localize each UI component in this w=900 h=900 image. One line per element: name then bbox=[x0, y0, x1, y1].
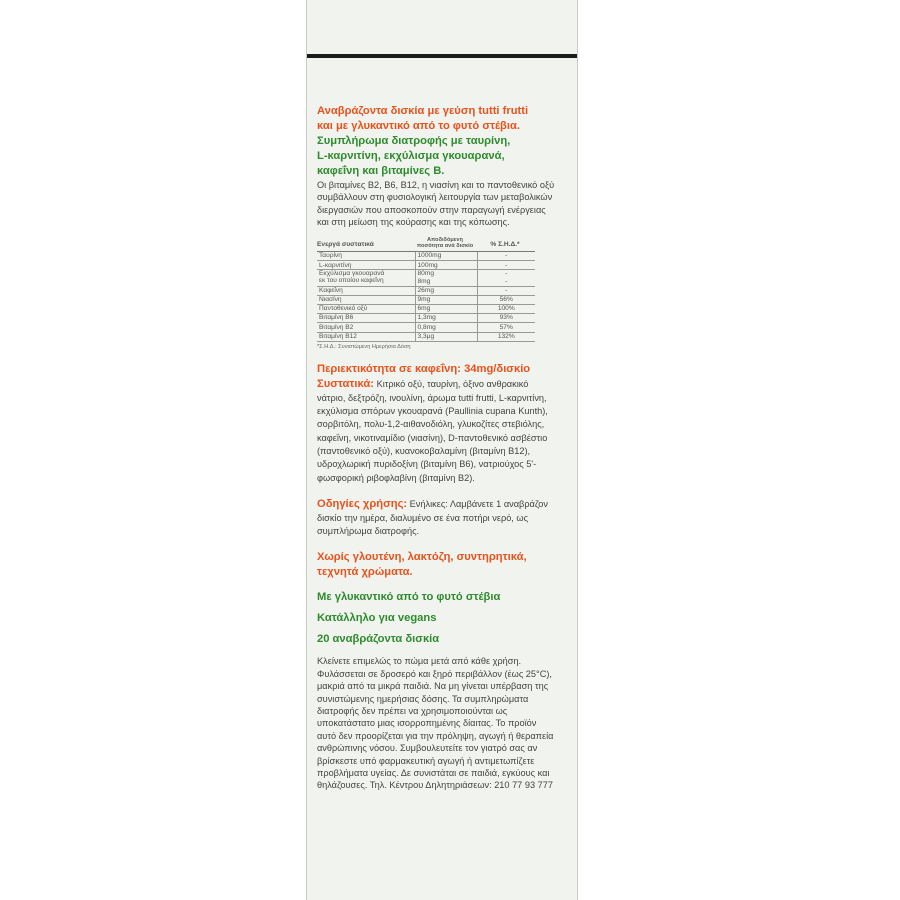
col-header-amount: Αποδιδόμενη ποσότητα ανά δισκίο bbox=[415, 237, 477, 252]
top-dark-stripe bbox=[307, 54, 577, 58]
table-row bbox=[317, 270, 535, 286]
usage-paragraph bbox=[317, 497, 557, 539]
row-amount: 100mg bbox=[415, 261, 477, 270]
row-amount-main: 80mg bbox=[417, 270, 434, 278]
caffeine-content: Περιεκτικότητα σε καφεΐνη: 34mg/δισκίο bbox=[317, 362, 531, 375]
row-pct-main: - bbox=[505, 270, 508, 278]
supplement-line-2: L-καρνιτίνη, εκχύλισμα γκουαρανά, bbox=[317, 150, 505, 162]
row-amount: 1000mg bbox=[415, 252, 477, 261]
row-pct: 93% bbox=[477, 314, 535, 323]
label-content bbox=[317, 104, 557, 792]
row-pct-sub: - bbox=[505, 278, 508, 285]
free-from-statement: Χωρίς γλουτένη, λακτόζη, συντηρητικά, τεχνητά χρώματα. bbox=[317, 551, 527, 579]
row-amount: 9mg bbox=[415, 295, 477, 304]
row-pct: - bbox=[477, 261, 535, 270]
ingredients-paragraph bbox=[317, 377, 557, 485]
table-row bbox=[317, 286, 535, 295]
row-name bbox=[317, 270, 415, 286]
table-footnote: *Σ.Η.Δ.: Συνιστώμενη Ημερήσια Δόση bbox=[317, 343, 411, 350]
row-name: Καφεΐνη bbox=[317, 286, 415, 295]
table-row bbox=[317, 314, 535, 323]
row-amount: 0,8mg bbox=[415, 323, 477, 332]
supplement-line-3: καφεΐνη και βιταμίνες Β. bbox=[317, 165, 445, 177]
row-name: Βιταμίνη Β12 bbox=[317, 332, 415, 341]
row-amount: 26mg bbox=[415, 286, 477, 295]
row-name: Ταυρίνη bbox=[317, 252, 415, 261]
row-name-main: Εκχύλισμα γκουαρανά bbox=[319, 270, 385, 278]
row-pct: 100% bbox=[477, 304, 535, 313]
row-amount bbox=[415, 270, 477, 286]
row-name: Νιασίνη bbox=[317, 295, 415, 304]
table-row bbox=[317, 304, 535, 313]
usage-label: Οδηγίες χρήσης: bbox=[317, 497, 408, 510]
vegans-statement: Κατάλληλο για vegans bbox=[317, 612, 437, 625]
row-pct: - bbox=[477, 286, 535, 295]
row-amount-sub: 8mg bbox=[417, 278, 431, 285]
stevia-statement: Με γλυκαντικό από το φυτό στέβια bbox=[317, 591, 501, 604]
table-row bbox=[317, 252, 535, 261]
table-row bbox=[317, 332, 535, 341]
row-name-sub: εκ του οποίου καφεΐνη bbox=[319, 277, 384, 284]
col-header-pct: % Σ.Η.Δ.* bbox=[477, 237, 535, 252]
row-name: L-καρνιτίνη bbox=[317, 261, 415, 270]
row-pct: - bbox=[477, 252, 535, 261]
usage-text: Ενήλικες: Λαμβάνετε 1 αναβράζον δισκίο την ημέρα, διαλυμένο σε ένα ποτήρι νερό, ως συμπλήρωμα διατροφής. bbox=[317, 498, 549, 537]
row-pct: 132% bbox=[477, 332, 535, 341]
row-pct: 56% bbox=[477, 295, 535, 304]
row-pct: 57% bbox=[477, 323, 535, 332]
row-amount: 1,3mg bbox=[415, 314, 477, 323]
row-amount: 3,3μg bbox=[415, 332, 477, 341]
supplement-line-1: Συμπλήρωμα διατροφής με ταυρίνη, bbox=[317, 135, 511, 147]
row-name: Βιταμίνη Β2 bbox=[317, 323, 415, 332]
headline-line-1: Αναβράζοντα δισκία με γεύση tutti frutti bbox=[317, 105, 529, 117]
headline-line-2: και με γλυκαντικό από το φυτό στέβια. bbox=[317, 120, 520, 132]
table-row bbox=[317, 323, 535, 332]
tablet-count: 20 αναβράζοντα δισκία bbox=[317, 633, 440, 646]
intro-paragraph: Οι βιταμίνες Β2, Β6, Β12, η νιασίνη και το παντοθενικό οξύ συμβάλλουν στη φυσιολογική λειτουργία των μεταβολικών διεργασιών που αποσκοπούν στην παραγωγή ενέργειας και στη μείωση της κούρασης και της κόπωσης. bbox=[317, 180, 555, 228]
warnings-paragraph: Κλείνετε επιμελώς το πώμα μετά από κάθε χρήση. Φυλάσσεται σε δροσερό και ξηρό περιβάλλον (έως 25°C), μακριά από τα μικρά παιδιά. Να μη γίνεται υπέρβαση της συνιστώμενης ημερήσιας δόσης. Τα συμπληρώματα διατροφής δεν πρέπει να χρησιμοποιούνται ως υποκατάστατο μιας ισορροπημένης δίαιτας. Το προϊόν αυτό δεν προορίζεται για την πρόληψη, αγωγή ή θεραπεία ανθρώπινης νόσου. Συμβουλευτείτε τον γιατρό σας αν βρίσκεστε υπό φαρμακευτική αγωγή ή αντιμετωπίζετε προβλήματα υγείας. Δε συνιστάται σε παιδιά, εγκύους και θηλάζουσες. Τηλ. Κέντρου Δηλητηριάσεων: 210 77 93 777 bbox=[317, 656, 554, 791]
ingredients-label: Συστατικά: bbox=[317, 377, 375, 390]
row-amount: 6mg bbox=[415, 304, 477, 313]
nutrition-table bbox=[317, 237, 535, 342]
row-name: Βιταμίνη Β6 bbox=[317, 314, 415, 323]
package-side-panel bbox=[306, 0, 578, 900]
ingredients-text: Κιτρικό οξύ, ταυρίνη, όξινο ανθρακικό νάτριο, δεξτρόζη, ινουλίνη, άρωμα tutti frutti, L-καρνιτίνη, εκχύλισμα σπόρων γκουαρανά (Paullinia cupana Kunth), σορβιτόλη, πολυ-1,2-αιθανοδιόλη, γλυκοζίτες στεβιόλης, καφεΐνη, νικοτιναμίδιο (νιασίνη), D-παντοθενικό ασβέστιο (παντοθενικό οξύ), κυανοκοβαλαμίνη (βιταμίνη Β12), υδροχλωρική πυριδοξίνη (βιταμίνη Β6), νατριούχος 5'-φωσφορική ριβοφλαβίνη (βιταμίνη Β2). bbox=[317, 378, 548, 483]
row-name: Παντοθενικό οξύ bbox=[317, 304, 415, 313]
col-header-name: Ενεργά συστατικά bbox=[317, 237, 415, 252]
table-row bbox=[317, 295, 535, 304]
row-pct bbox=[477, 270, 535, 286]
table-row bbox=[317, 261, 535, 270]
